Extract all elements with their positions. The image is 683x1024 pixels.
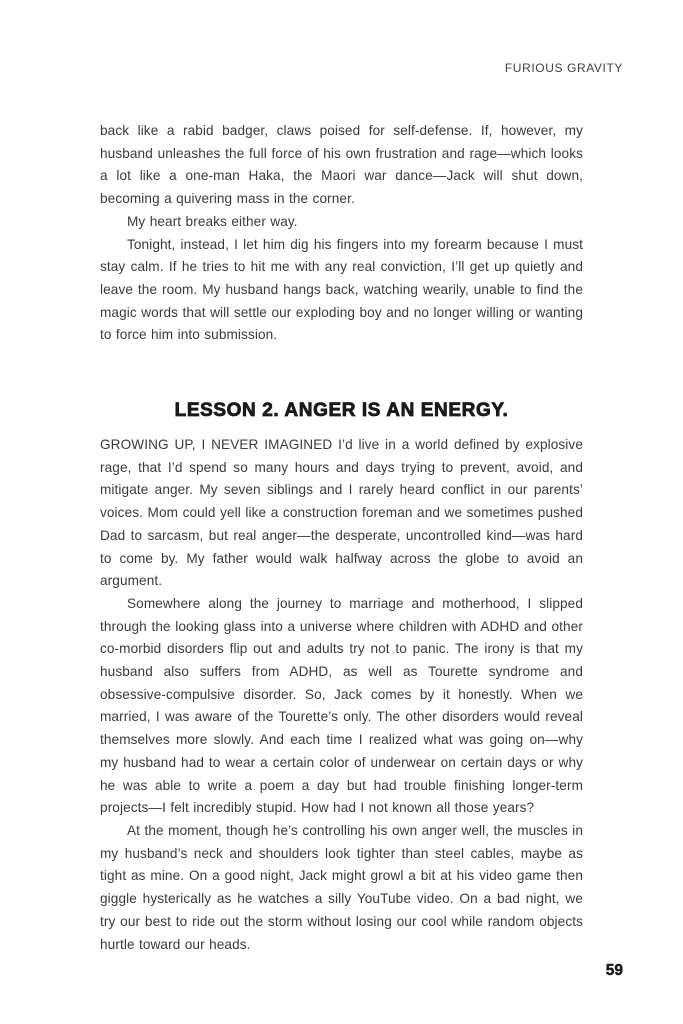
body-paragraph: Somewhere along the journey to marriage and motherhood, I slipped through the looking glass into a universe where children with ADHD and other co-morbid disorders flip out and adults try not to panic. The irony is that my husband also suffers from ADHD, as well as Tourette syndrome and obsessive-compulsive disorder. So, Jack comes by it honestly. When we married, I was aware of the Tourette’s only. The other disorders would reveal themselves more slowly. And each time I realized what was going on—why my husband had to wear a certain color of underwear on certain days or why he was able to write a poem a day but had trouble finishing longer-term projects—I felt incredibly stupid. How had I not known all those years? <box>100 595 583 816</box>
body-paragraph: At the moment, though he’s controlling his own anger well, the muscles in my husband’s neck and shoulders look tighter than steel cables, maybe as tight as mine. On a good night, Jack might growl a bit at his video game then giggle hysterically as he watches a silly YouTube video. On a bad night, we try our best to ride out the storm without losing our cool while random objects hurtle toward our heads. <box>100 822 583 952</box>
running-head: FURIOUS GRAVITY <box>504 61 623 75</box>
body-paragraph: back like a rabid badger, claws poised for self-defense. If, however, my husband unleashes the full force of his own frustration and rage—which looks a lot like a one-man Haka, the Maori war dance—Jack will shut down, becoming a quivering mass in the corner. <box>100 123 583 207</box>
page-content <box>100 120 583 956</box>
section-heading: LESSON 2. ANGER IS AN ENERGY. <box>174 400 509 422</box>
page-number: 59 <box>605 962 623 979</box>
body-paragraph: My heart breaks either way. <box>127 213 298 229</box>
body-paragraph: GROWING UP, I NEVER IMAGINED I’d live in a world defined by explosive rage, that I’d spend so many hours and days trying to prevent, avoid, and mitigate anger. My seven siblings and I rarely heard conflict in our parents’ voices. Mom could yell like a construction foreman and we sometimes pushed Dad to sarcasm, but real anger—the desperate, uncontrolled kind—was hard to come by. My father would walk halfway across the globe to avoid an argument. <box>100 437 583 589</box>
body-paragraph: Tonight, instead, I let him dig his fingers into my forearm because I must stay calm. If he tries to hit me with any real conviction, I’ll get up quietly and leave the room. My husband hangs back, watching wearily, unable to find the magic words that will settle our exploding boy and no longer willing or wanting to force him into submission. <box>100 236 583 343</box>
